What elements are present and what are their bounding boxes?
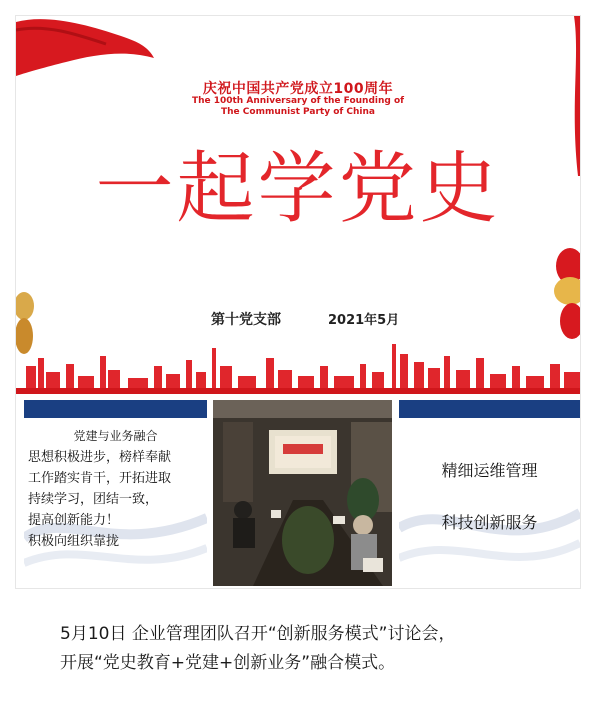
panel-text [28, 447, 171, 552]
headline-en-line2: The Communist Party of China [221, 107, 375, 117]
panel-line: 持续学习，团结一致， [28, 492, 159, 507]
party-business-panel [24, 400, 207, 586]
caption-line-1: 5月10日 企业管理团队召开“创新服务模式”讨论会， [60, 624, 456, 644]
panel-header-bar [24, 400, 207, 418]
caption-line-2: 开展“党史教育+党建+创新业务”融合模式。 [60, 653, 396, 673]
anniversary-headline: 庆祝中国共产党成立100周年 [202, 81, 394, 97]
service-line-2: 科技创新服务 [441, 513, 538, 532]
banner-red-baseline [16, 388, 580, 394]
post-image-frame [15, 15, 581, 589]
anniversary-headline-en [16, 96, 580, 118]
slide-date: 2021年5月 [328, 313, 400, 328]
red-flag-decoration [16, 16, 156, 76]
meeting-room-photo [213, 400, 392, 586]
panel-heading: 党建与业务融合 [73, 429, 158, 443]
panel-line: 思想积极进步，榜样奉献 [28, 450, 172, 465]
city-skyline-decoration [16, 336, 580, 390]
headline-en-line1: The 100th Anniversary of the Founding of [191, 96, 405, 106]
panel-line: 提高创新能力！ [28, 513, 120, 528]
swirl-decoration [399, 418, 580, 586]
lantern-ornament-right [540, 236, 580, 346]
panel-line: 工作踏实肯干，开拓进取 [28, 471, 172, 486]
party-branch: 第十党支部 [211, 312, 281, 328]
post-caption [60, 620, 560, 678]
panel-header-bar [399, 400, 580, 418]
slide-title: 一起学党史 [95, 144, 501, 234]
meeting-photo [213, 400, 392, 586]
panel-line: 积极向组织靠拢 [28, 534, 120, 549]
service-line-1: 精细运维管理 [441, 461, 538, 480]
slide-banner [16, 16, 580, 394]
service-panel [399, 400, 580, 586]
